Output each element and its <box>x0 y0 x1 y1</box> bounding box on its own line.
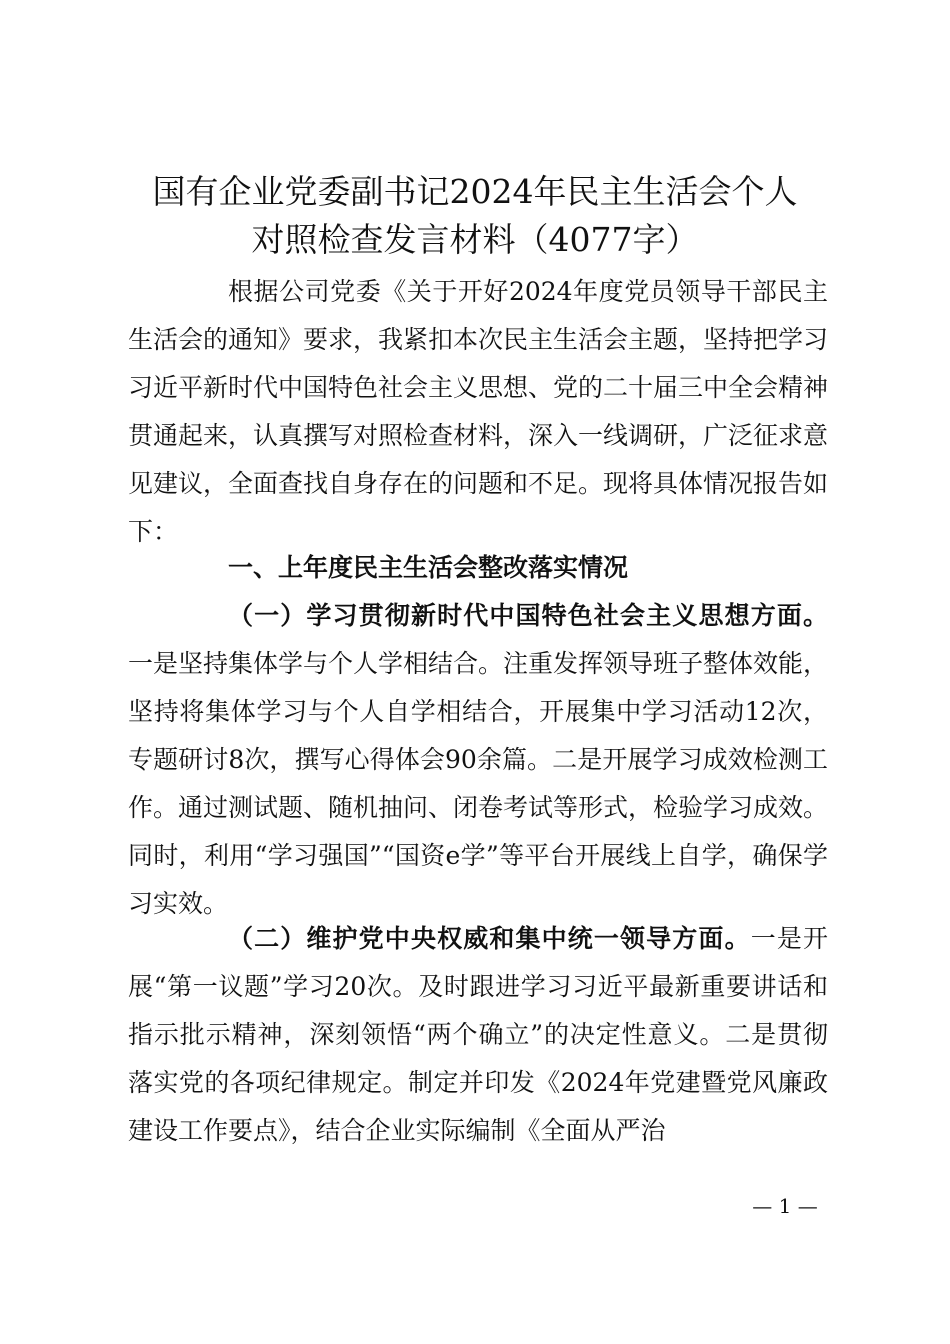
subsection-1-paragraph <box>128 592 828 928</box>
subsection-1-body: 一是坚持集体学与个人学相结合。注重发挥领导班子整体效能，坚持将集体学习与个人自学相结合，开展集中学习活动12次，专题研讨8次，撰写心得体会90余篇。二是开展学习成效检测工作。通过测试题、随机抽问、闭卷考试等形式，检验学习成效。同时，利用“学习强国”“国资e学”等平台开展线上自学，确保学习实效。 <box>128 649 829 918</box>
subsection-2-body: 一是开展“第一议题”学习20次。及时跟进学习习近平最新重要讲话和指示批示精神，深刻领悟“两个确立”的决定性意义。二是贯彻落实党的各项纪律规定。制定并印发《2024年党建暨党风廉政建设工作要点》，结合企业实际编制《全面从严治 <box>128 924 828 1145</box>
subsection-2-heading: （二）维护党中央权威和集中统一领导方面。 <box>228 924 751 953</box>
subsection-2-paragraph <box>128 915 828 1155</box>
subsection-1-heading: （一）学习贯彻新时代中国特色社会主义思想方面。 <box>228 601 828 630</box>
page-number: — 1 — <box>752 1194 818 1218</box>
document-title-line-1: 国有企业党委副书记2024年民主生活会个人 <box>152 172 798 211</box>
intro-paragraph: 根据公司党委《关于开好2024年度党员领导干部民主生活会的通知》要求，我紧扣本次民主生活会主题，坚持把学习习近平新时代中国特色社会主义思想、党的二十届三中全会精神贯通起来，认真撰写对照检查材料，深入一线调研，广泛征求意见建议，全面查找自身存在的问题和不足。现将具体情况报告如下： <box>128 277 829 546</box>
section-1-heading: 一、上年度民主生活会整改落实情况 <box>228 553 629 582</box>
document-title-line-2: 对照检查发言材料（4077字） <box>251 220 699 259</box>
